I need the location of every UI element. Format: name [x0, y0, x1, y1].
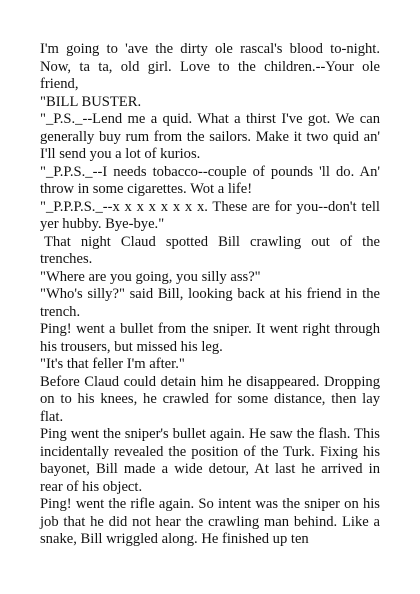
paragraph-letter-closing: I'm going to 'ave the dirty ole rascal's blood to-night. Now, ta ta, old girl. Love to the children.--Your ole friend,	[40, 41, 380, 92]
paragraph-feller: "It's that feller I'm after."	[40, 356, 185, 372]
paragraph-sniper-bullet: Ping! went a bullet from the sniper. It went right through his trousers, but missed his leg.	[40, 321, 380, 355]
paragraph-bill-reply: "Who's silly?" said Bill, looking back at his friend in the trench.	[40, 286, 380, 320]
paragraph-bill-disappears: Before Claud could detain him he disappeared. Dropping on to his knees, he crawled for some distance, then lay flat.	[40, 373, 380, 425]
paragraph-claud-question: "Where are you going, you silly ass?"	[40, 268, 261, 285]
paragraph-postscript: "_P.S._--Lend me a quid. What a thirst I've got. We can generally buy rum from the sailors. Make it two quid an' I'll send you a lot of kurios.	[40, 111, 380, 162]
paragraph-signature: "BILL BUSTER.	[40, 93, 142, 110]
paragraph-third-postscript: "_P.P.P.S._--x x x x x x x x. These are for you--don't tell yer hubby. Bye-bye."	[40, 198, 380, 232]
body-text	[40, 41, 380, 549]
paragraph-second-postscript: "_P.P.S._--I needs tobacco--couple of pounds 'll do. An' throw in some cigarettes. Wot a life!	[40, 163, 380, 197]
paragraph-bill-wriggles: Ping! went the rifle again. So intent was the sniper on his job that he did not hear the crawling man behind. Like a snake, Bill wriggled along. He finished up ten	[40, 496, 380, 547]
paragraph-claud-spots-bill: That night Claud spotted Bill crawling out of the trenches.	[40, 233, 380, 267]
paragraph-sniper-flash: Ping went the sniper's bullet again. He saw the flash. This incidentally revealed the position of the Turk. Fixing his bayonet, Bill made a wide detour, At last he arrived in rear of his object.	[40, 426, 380, 495]
